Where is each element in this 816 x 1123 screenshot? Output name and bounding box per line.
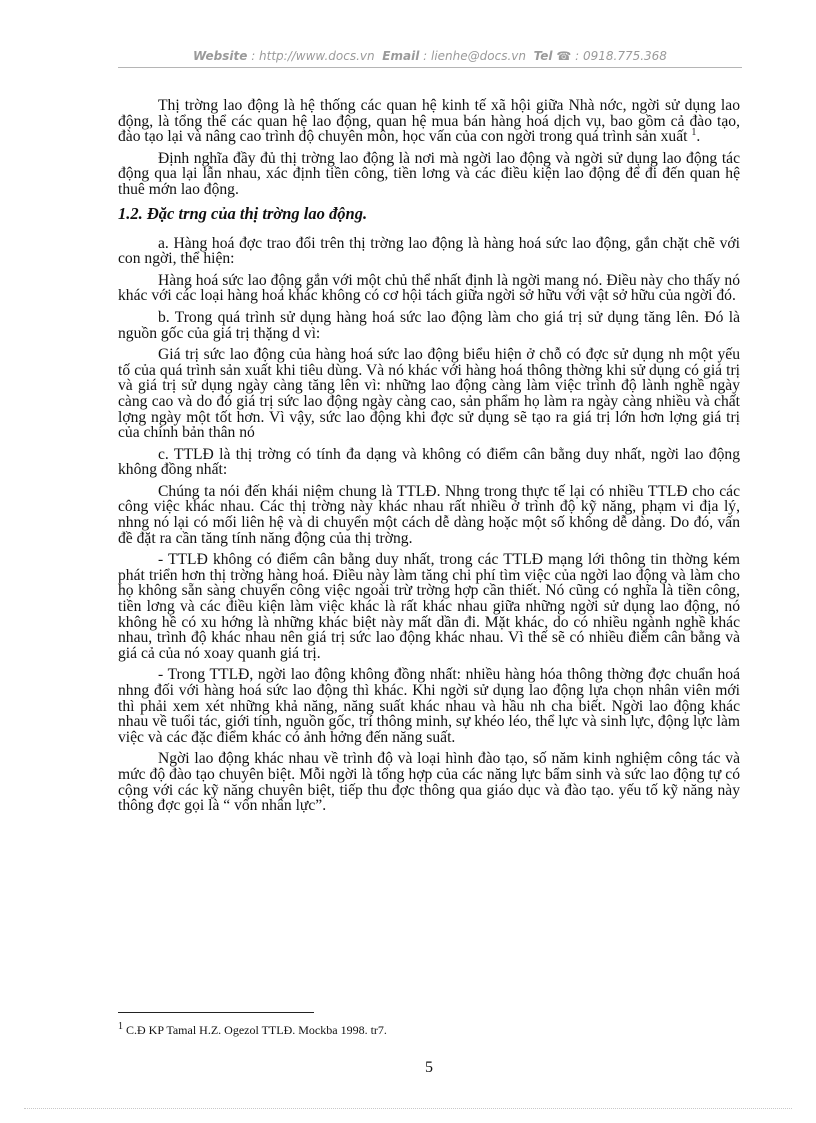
- email-value: : lienhe@docs.vn: [423, 49, 526, 63]
- header-rule: [118, 67, 742, 68]
- paragraph: b. Trong quá trình sử dụng hàng hoá sức lao động làm cho giá trị sử dụng tăng lên. Đó là nguồn gốc của giá trị thặng d vì:: [118, 308, 740, 342]
- page-bottom-border: [24, 1108, 792, 1109]
- paragraph: Định nghĩa đầy đủ thị trờng lao động là nơi mà ngời lao động và ngời sử dụng lao động tác động qua lại lẫn nhau, xác định tiền công, tiền lơng và các điều kiện lao động để đi đến quan hệ thuê mớn lao động.: [118, 149, 740, 198]
- website-label: Website: [193, 49, 248, 63]
- footnote-separator: [118, 1012, 314, 1013]
- footnote: [118, 1022, 738, 1038]
- paragraph: Hàng hoá sức lao động gắn với một chủ thể nhất định là ngời mang nó. Điều này cho thấy nó khác với các loại hàng hoá khác không có cơ hội tách giữa ngời sở hữu với vật sở hữu của ngời đó.: [118, 271, 740, 305]
- paragraph: - Trong TTLĐ, ngời lao động không đồng nhất: nhiều hàng hóa thông thờng đợc chuẩn hoá nhng đối với hàng hoá sức lao động thì khác. Khi ngời sử dụng lao động lựa chọn nhân viên mới thì phải xem xét những khả năng, năng suất khác nhau và hầu nh cha biết. Ngời lao động khác nhau về tuổi tác, giới tính, nguồn gốc, trí thông minh, sự khéo léo, thể lực và sinh lực, động lực làm việc và các đặc điểm khác có ảnh hởng đến năng suất.: [118, 666, 740, 746]
- tel-value: ☎ : 0918.775.368: [556, 49, 667, 63]
- footnote-text: C.Đ KP Tamal H.Z. Ogezol TTLĐ. Mockba 1998. tr7.: [126, 1023, 387, 1037]
- email-label: Email: [382, 49, 420, 63]
- paragraph: Chúng ta nói đến khái niệm chung là TTLĐ. Nhng trong thực tế lại có nhiều TTLĐ cho các công việc khác nhau. Các thị trờng này khác nhau rất nhiều ở trình độ kỹ năng, phạm vi địa lý, nhng nó lại có mối liên hệ và di chuyển một cách dễ dàng hoặc một số không dễ dàng. Do đó, vấn đề đặt ra cần tăng tính năng động của thị trờng.: [118, 482, 740, 547]
- paragraph: a. Hàng hoá đợc trao đổi trên thị trờng lao động là hàng hoá sức lao động, gắn chặt chẽ với con ngời, thể hiện:: [118, 234, 740, 268]
- section-heading: 1.2. Đặc trng của thị trờng lao động.: [118, 203, 368, 223]
- footnote-marker: 1: [118, 1021, 123, 1032]
- paragraph: Thị trờng lao động là hệ thống các quan hệ kinh tế xã hội giữa Nhà nớc, ngời sử dụng lao động, là tổng thể các quan hệ lao động, quan hệ mua bán hàng hoá dịch vụ, bao gồm cả đào tạo, đào tạo lại và nâng cao trình độ chuyên môn, học vấn của con ngời trong quá trình sản xuất $^1$.: [118, 97, 740, 146]
- paragraph: c. TTLĐ là thị trờng có tính đa dạng và không có điểm cân bằng duy nhất, ngời lao động không đồng nhất:: [118, 445, 740, 479]
- paragraph: Giá trị sức lao động của hàng hoá sức lao động biểu hiện ở chỗ có đợc sử dụng nh một yếu tố của quá trình sản xuất khi tiêu dùng. Và nó khác với hàng hoá thông thờng khi sử dụng có giá trị và giá trị sử dụng ngày càng tăng lên vì: những lao động càng làm việc trình độ lành nghề ngày càng cao và do đó giá trị sức lao động ngày càng cao, sản phẩm họ làm ra ngày càng nhiều và chất lợng ngày một tốt hơn. Vì vậy, sức lao động khi đợc sử dụng sẽ tạo ra giá trị lớn hơn lợng giá trị của chính bản thân nó: [118, 346, 740, 442]
- website-value: : http://www.docs.vn: [251, 49, 375, 63]
- page-header: [118, 48, 742, 64]
- paragraph: - TTLĐ không có điểm cân bằng duy nhất, trong các TTLĐ mạng lới thông tin thờng kém phát triển hơn thị trờng hàng hoá. Điều này làm tăng chi phí tìm việc của ngời lao động và làm cho họ không sẵn sàng chuyển công việc ngoài trừ trờng hợp cần thiết. Nó cũng có nghĩa là tiền công, tiền lơng và các điều kiện làm việc khác là rất khác nhau giữa những ngời sử dụng lao động, nó không hề có xu hớng là những khác biệt này mất dần đi. Mặt khác, do có nhiều ngành nghề khác nhau, trình độ khác nhau nên giá trị sức lao động khác nhau. Vì thế sẽ có nhiều điểm cân bằng và giá cả của nó xoay quanh giá trị.: [118, 551, 740, 662]
- paragraph: Ngời lao động khác nhau về trình độ và loại hình đào tạo, số năm kinh nghiệm công tác và mức độ đào tạo chuyên biệt. Mỗi ngời là tổng hợp của các năng lực bẩm sinh và sức lao động tự có cộng với các kỹ năng chuyên biệt, tiếp thu đợc thông qua giáo dục và đào tạo. yếu tố kỹ năng này thông đợc gọi là “ vốn nhân lực”.: [118, 750, 740, 815]
- footnote-reference: 1: [691, 127, 697, 138]
- page-number: 5: [425, 1059, 433, 1076]
- tel-label: Tel: [533, 49, 553, 63]
- body-text: [118, 98, 740, 820]
- paragraph-text: Thị trờng lao động là hệ thống các quan hệ kinh tế xã hội giữa Nhà nớc, ngời sử dụng lao động, là tổng thể các quan hệ lao động, quan hệ mua bán hàng hoá dịch vụ, bao gồm cả đào tạo, đào tạo lại và nâng cao trình độ chuyên môn, học vấn của con ngời trong quá trình sản xuất: [118, 97, 740, 146]
